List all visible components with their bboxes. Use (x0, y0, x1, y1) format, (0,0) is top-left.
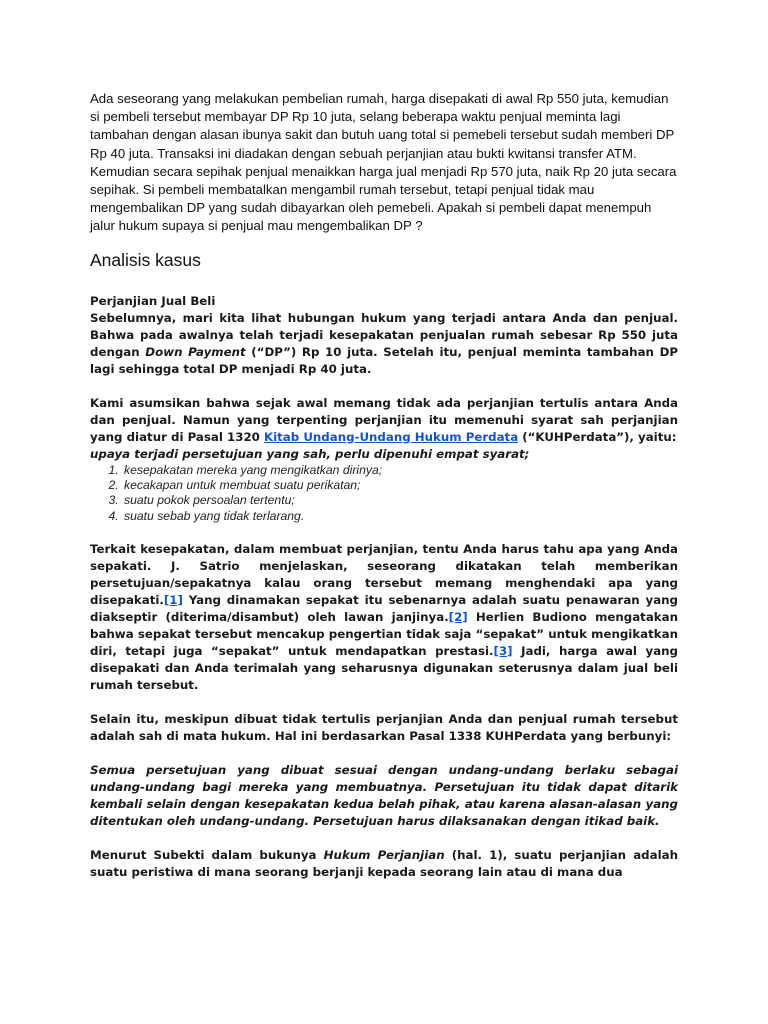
paragraph-2: Kami asumsikan bahwa sejak awal memang tidak ada perjanjian tertulis antara Anda dan penjual. Namun yang terpenting perjanjian itu memenuhi syarat sah perjanjian yang diatur di Pasal 1320 Kitab Undang-Undang Hukum Perdata (“KUHPerdata”), yaitu: (90, 395, 678, 444)
pasal-1338-quote: Semua persetujuan yang dibuat sesuai dengan undang-undang berlaku sebagai undang-undang bagi mereka yang membuatnya. Persetujuan itu tidak dapat ditarik kembali selain dengan kesepakatan kedua belah pihak, atau karena alasan-alasan yang ditentukan oleh undang-undang. Persetujuan harus dilaksanakan dengan itikad baik. (90, 762, 678, 828)
kuhperdata-link[interactable]: Kitab Undang-Undang Hukum Perdata (263, 429, 519, 444)
list-item: 2. kecakapan untuk membuat suatu perikatan; (122, 478, 678, 493)
section-heading: Analisis kasus (90, 249, 201, 270)
document-page (90, 90, 678, 881)
paragraph-5: Menurut Subekti dalam bukunya Hukum Perjanjian (hal. 1), suatu perjanjian adalah suatu peristiwa di mana seorang berjanji kepada seorang lain atau di mana dua (90, 847, 678, 879)
list-item: 4. suatu sebab yang tidak terlarang. (122, 509, 678, 524)
footnote-link-1[interactable]: [1] (163, 592, 183, 607)
case-question: Ada seseorang yang melakukan pembelian rumah, harga disepakati di awal Rp 550 juta, kemudian si pembeli tersebut membayar DP Rp 10 juta, selang beberapa waktu penjual meminta lagi tambahan dengan alasan ibunya sakit dan butuh uang total si pemebeli tersebut sudah memberi DP Rp 40 juta. Transaksi ini diadakan dengan sebuah perjanjian atau bukti kwitansi transfer ATM. Kemudian secara sepihak penjual menaikkan harga jual menjadi Rp 570 juta, naik Rp 20 juta secara sepihak. Si pembeli membatalkan mengambil rumah tersebut, tetapi penjual tidak mau mengembalikan DP yang sudah dibayarkan oleh pemebeli. Apakah si pembeli dapat menempuh jalur hukum supaya si penjual mau mengembalikan DP ? (90, 91, 677, 234)
paragraph-4: Selain itu, meskipun dibuat tidak tertulis perjanjian Anda dan penjual rumah tersebut adalah sah di mata hukum. Hal ini berdasarkan Pasal 1338 KUHPerdata yang berbunyi: (90, 711, 678, 743)
paragraph-1: Sebelumnya, mari kita lihat hubungan hukum yang terjadi antara Anda dan penjual. Bahwa pada awalnya telah terjadi kesepakatan penjualan rumah sebesar Rp 550 juta dengan Down Payment (“DP”) Rp 10 juta. Setelah itu, penjual meminta tambahan DP lagi sehingga total DP menjadi Rp 40 juta. (90, 310, 679, 376)
paragraph-3: Terkait kesepakatan, dalam membuat perjanjian, tentu Anda harus tahu apa yang Anda sepakati. J. Satrio menjelaskan, seseorang dikatakan telah memberikan persetujuan/sepakatnya kalau orang tersebut memang menghendaki apa yang disepakati.[1] Yang dinamakan sepakat itu sebenarnya adalah suatu penawaran yang diakseptir (diterima/disambut) oleh lawan janjinya.[2] Herlien Budiono mengatakan bahwa sepakat tersebut mencakup pengertian tidak saja “sepakat” untuk mengikatkan diri, tetapi juga “sepakat” untuk mendapatkan prestasi.[3] Jadi, harga awal yang disepakati dan Anda terimalah yang seharusnya digunakan seterusnya dalam jual beli rumah tersebut. (90, 541, 679, 692)
conditions-list (90, 463, 678, 524)
footnote-link-2[interactable]: [2] (448, 609, 468, 624)
footnote-link-3[interactable]: [3] (493, 643, 513, 658)
article-body (90, 293, 678, 881)
down-payment-term: Down Payment (145, 344, 246, 359)
conditions-intro: upaya terjadi persetujuan yang sah, perlu dipenuhi empat syarat; (90, 446, 530, 461)
list-item: 1. kesepakatan mereka yang mengikatkan dirinya; (122, 463, 678, 478)
book-title: Hukum Perjanjian (323, 847, 445, 862)
list-item: 3. suatu pokok persoalan tertentu; (122, 493, 678, 508)
subsection-title: Perjanjian Jual Beli (90, 293, 216, 308)
